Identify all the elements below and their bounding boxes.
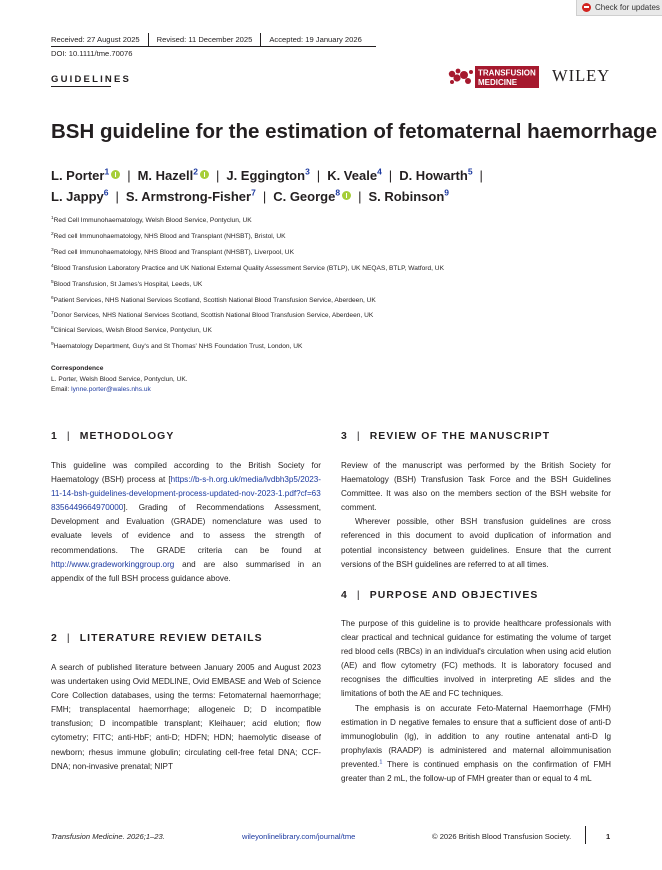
correspondence-heading: Correspondence bbox=[51, 365, 104, 372]
author[interactable]: S. Robinson$^9$ bbox=[368, 187, 450, 204]
doi: DOI: 10.1111/tme.70076 bbox=[51, 49, 133, 58]
footer-copyright: © 2026 British Blood Transfusion Society. bbox=[432, 832, 572, 841]
check-for-updates-button[interactable] bbox=[576, 0, 662, 16]
transfusion-medicine-logo[interactable] bbox=[447, 66, 539, 88]
author[interactable]: K. Veale$^4$ bbox=[327, 166, 382, 183]
page-number: 1 bbox=[606, 832, 611, 841]
author[interactable]: M. Hazell$^2$ bbox=[137, 166, 198, 183]
footer-journal-link[interactable]: wileyonlinelibrary.com/journal/tme bbox=[242, 832, 356, 841]
section-1-body bbox=[51, 459, 321, 586]
affiliation: $^5$Blood Transfusion, St James's Hospital, Leeds, UK bbox=[51, 280, 203, 289]
authors-line-2 bbox=[51, 189, 449, 204]
affiliation: $^3$Red cell Immunohaematology, NHS Blood and Transplant (NHSBT), Liverpool, UK bbox=[51, 248, 294, 257]
bsh-process-link[interactable]: https://b-s-h.org.uk/media/lvdbh3p5/2023-11-14-bsh-guidelines-development-process-updated-nov-2023-1.pdf?cf=638356449664970000 bbox=[51, 475, 321, 513]
accepted-date: Accepted: 19 January 2026 bbox=[269, 35, 362, 44]
check-updates-icon bbox=[582, 3, 591, 12]
received-date: Received: 27 August 2025 bbox=[51, 35, 140, 44]
affiliation: $^9$Haematology Department, Guy's and St Thomas' NHS Foundation Trust, London, UK bbox=[51, 342, 303, 351]
paragraph: Review of the manuscript was performed by the British Society for Haematology (BSH) Transfusion Task Force and the BSH Guidelines Committee. It was also on the members section of the BSH website for comment. bbox=[341, 461, 611, 513]
author[interactable]: L. Porter$^1$ bbox=[51, 166, 110, 183]
history-rule bbox=[51, 46, 376, 47]
reference-link[interactable]: 1 bbox=[379, 759, 383, 766]
author-separator: | bbox=[127, 168, 131, 183]
blood-drops-icon bbox=[449, 69, 473, 84]
history-divider bbox=[260, 33, 261, 46]
paragraph: The purpose of this guideline is to provide healthcare professionals with clear practical and technical guidance for estimating the volume of target red blood cells (RBCs) in an individual's circulation when using acid elution (AE) and flow cytometry (FC) methods. It is laboratory focused and recognises the difficulties involved in interpreting AE slides and the limitations of both the AE and FC techniques. bbox=[341, 619, 611, 699]
section-4-heading: 4 | PURPOSE AND OBJECTIVES bbox=[341, 590, 539, 601]
section-2-body bbox=[51, 661, 321, 774]
author[interactable]: D. Howarth$^5$ bbox=[399, 166, 473, 183]
footer-journal: Transfusion Medicine. 2026;1–23. bbox=[51, 832, 165, 841]
correspondence-name: L. Porter, Welsh Blood Service, Pontyclun, UK. bbox=[51, 376, 188, 383]
section-4-body bbox=[341, 617, 611, 786]
author-separator: | bbox=[316, 168, 321, 183]
history-divider bbox=[148, 33, 149, 46]
affiliation: $^7$Donor Services, NHS National Services Scotland, Scottish National Blood Transfusion Service, Aberdeen, UK bbox=[51, 311, 374, 320]
author-separator: | bbox=[358, 189, 362, 204]
paragraph: Wherever possible, other BSH transfusion guidelines are cross referenced in this document to avoid duplication of information and potential inconsistency between guidelines. Ensure that the current versions of the BSH guidelines are referred to at all times. bbox=[341, 517, 611, 569]
orcid-icon[interactable] bbox=[200, 170, 209, 179]
affiliation: $^6$Patient Services, NHS National Services Scotland, Scottish National Blood Transfusion Service, Aberdeen, UK bbox=[51, 296, 376, 305]
author-separator: | bbox=[479, 168, 483, 183]
check-updates-label: Check for updates bbox=[595, 3, 660, 12]
author[interactable]: S. Armstrong-Fisher$^7$ bbox=[125, 187, 256, 204]
orcid-icon[interactable] bbox=[342, 191, 351, 200]
authors-line-1 bbox=[51, 168, 490, 183]
author-separator: | bbox=[115, 189, 119, 204]
correspondence-email-line: Email: lynne.porter@wales.nhs.uk bbox=[51, 386, 151, 393]
footer-divider bbox=[585, 826, 586, 844]
grade-link[interactable]: http://www.gradeworkinggroup.org bbox=[51, 559, 175, 569]
wiley-logo[interactable]: WILEY bbox=[552, 66, 611, 85]
email-link[interactable]: lynne.porter@wales.nhs.uk bbox=[71, 386, 151, 393]
paragraph: A search of published literature between January 2005 and August 2023 was undertaken using Ovid MEDLINE, Ovid EMBASE and Web of Science Core Collection databases, using the terms: Fetomaternal haemorrhage; FMH; transplacental haemorrhage; allogeneic D; D incompatible transfusion; D incompatible transplant; Kleihauer; acid elution; flow cytometry; FITC; anti-HbF; anti-D; HDFN; HDN; haemolytic disease of newborn; rhesus immune globulin; circulating cell-free fetal DNA; CCF-DNA; non-invasive prenatal; NIPT bbox=[51, 663, 321, 771]
affiliation: $^1$Red Cell Immunohaematology, Welsh Blood Service, Pontyclun, UK bbox=[51, 216, 252, 225]
paragraph: The emphasis is on accurate Feto-Maternal Haemorrhage (FMH) estimation in D negative females to ensure that a sufficient dose of anti-D immunoglobulin (Ig), in addition to any routine antenatal anti-D Ig prophylaxis (RAADP) is administered and maternal alloimmunisation prevented.$^1$ There is continued emphasis on the confirmation of FMH greater than 2 mL, the follow-up of FMH greater than or equal to 4 mL bbox=[341, 703, 611, 784]
section-1-heading: 1 | METHODOLOGY bbox=[51, 431, 175, 442]
logo-line1: TRANSFUSION bbox=[478, 68, 536, 78]
orcid-icon[interactable] bbox=[111, 170, 120, 179]
revised-date: Revised: 11 December 2025 bbox=[156, 35, 253, 44]
paragraph: This guideline was compiled according to the British Society for Haematology (BSH) process at [https://b-s-h.org.uk/media/lvdbh3p5/2023-11-14-bsh-guidelines-development-process-updated-nov-2023-1.pdf?cf=638356449664970000]. Grading of Recommendations Assessment, Development and Evaluation (GRADE) nomenclature was used to evaluate levels of evidence and to assess the strength of recommendations. The GRADE criteria can be found at http://www.gradeworkinggroup.org and are also summarised in an appendix of the full BSH process guidance above. bbox=[51, 461, 321, 583]
logo-line2: MEDICINE bbox=[478, 78, 518, 87]
article-type-underline bbox=[51, 86, 111, 87]
page-title: BSH guideline for the estimation of fetomaternal haemorrhage bbox=[51, 120, 657, 143]
affiliation: $^8$Clinical Services, Welsh Blood Service, Pontyclun, UK bbox=[51, 326, 212, 335]
author-separator: | bbox=[262, 189, 267, 204]
author-separator: | bbox=[388, 168, 393, 183]
affiliation: $^2$Red cell Immunohaematology, NHS Blood and Transplant (NHSBT), Bristol, UK bbox=[51, 232, 286, 241]
section-3-heading: 3 | REVIEW OF THE MANUSCRIPT bbox=[341, 431, 551, 442]
section-2-heading: 2 | LITERATURE REVIEW DETAILS bbox=[51, 633, 263, 644]
article-history bbox=[51, 33, 362, 46]
article-type-label: GUIDELINES bbox=[51, 74, 132, 85]
author[interactable]: C. George$^8$ bbox=[273, 187, 341, 204]
section-3-body bbox=[341, 459, 611, 572]
author[interactable]: L. Jappy$^6$ bbox=[51, 187, 109, 204]
author-separator: | bbox=[215, 168, 220, 183]
affiliation: $^4$Blood Transfusion Laboratory Practice and UK National External Quality Assessment Service (BTLP), UK NEQAS, BTLP, Watford, UK bbox=[51, 264, 444, 273]
author[interactable]: J. Eggington$^3$ bbox=[226, 166, 310, 183]
